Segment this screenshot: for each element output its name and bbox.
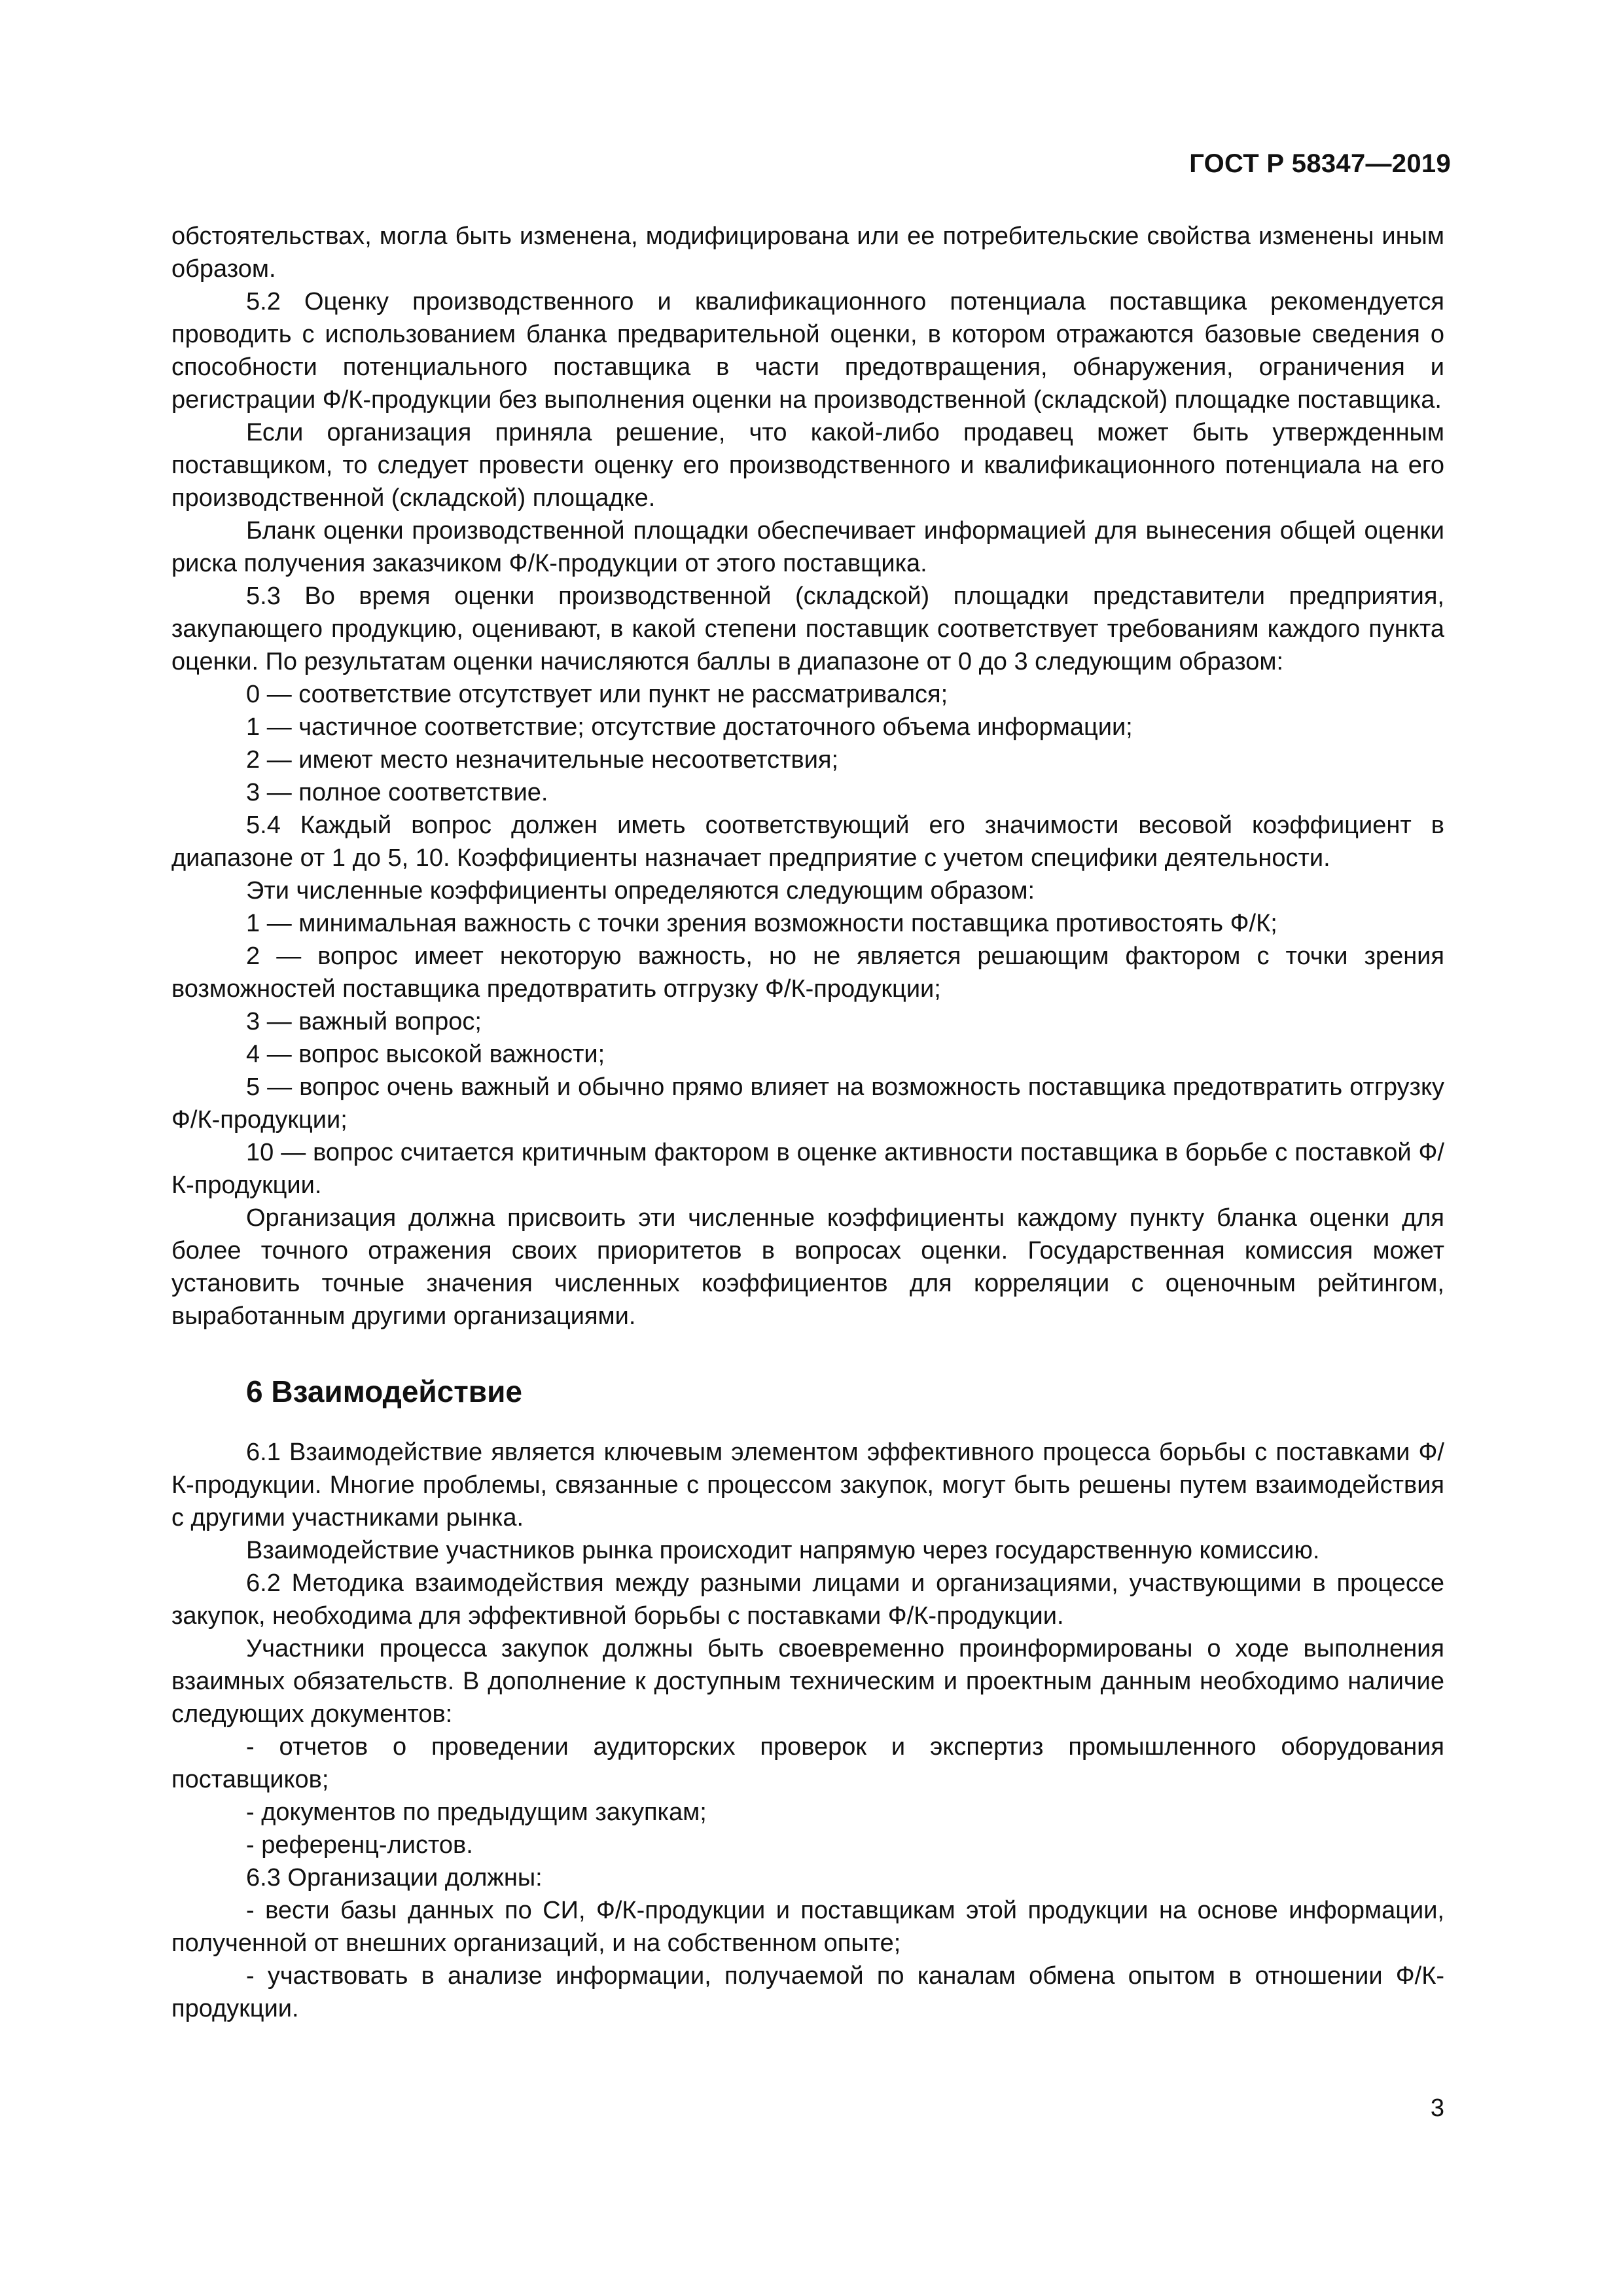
paragraph: Организация должна присвоить эти численные коэффициенты каждому пункту бланка оценки для более точного отражения своих приоритетов в вопросах оценки. Государственная комиссия может установить точные значения численных коэффициентов для корреляции с оценочным рейтингом, выработанным другими организациями. <box>171 1204 1444 1330</box>
document-standard-id: ГОСТ Р 58347—2019 <box>1189 149 1451 178</box>
page-number: 3 <box>1430 2094 1444 2122</box>
coefficient-item: 10 — вопрос считается критичным фактором в оценке активности поставщика в борьбе с поставкой Ф/К-продукции. <box>171 1139 1444 1199</box>
section-6-body <box>171 1436 1444 2025</box>
section-heading: 6 Взаимодействие <box>246 1374 522 1408</box>
paragraph: 6.1 Взаимодействие является ключевым элементом эффективного процесса борьбы с поставками Ф/К-продукции. Многие проблемы, связанные с процессом закупок, могут быть решены путем взаимодействия с другими участниками рынка. <box>171 1439 1444 1532</box>
paragraph: Взаимодействие участников рынка происходит напрямую через государственную комиссию. <box>246 1537 1320 1564</box>
paragraph: 5.2 Оценку производственного и квалификационного потенциала поставщика рекомендуется проводить с использованием бланка предварительной оценки, в котором отражаются базовые сведения о способности потенциального поставщика в части предотвращения, обнаружения, ограничения и регистрации Ф/К-продукции без выполнения оценки на производственной (складской) площадке поставщика. <box>171 288 1444 414</box>
list-item: - документов по предыдущим закупкам; <box>246 1799 707 1826</box>
paragraph: Бланк оценки производственной площадки обеспечивает информацией для вынесения общей оценки риска получения заказчиком Ф/К-продукции от этого поставщика. <box>171 517 1444 577</box>
coefficient-item: 5 — вопрос очень важный и обычно прямо влияет на возможность поставщика предотвратить отгрузку Ф/К-продукции; <box>171 1073 1444 1134</box>
list-item: - референц-листов. <box>246 1831 473 1859</box>
coefficient-item: 4 — вопрос высокой важности; <box>246 1041 605 1068</box>
list-item: - вести базы данных по СИ, Ф/К-продукции и поставщикам этой продукции на основе информации, полученной от внешних организаций, и на собственном опыте; <box>171 1897 1444 1957</box>
paragraph: Участники процесса закупок должны быть своевременно проинформированы о ходе выполнения взаимных обязательств. В дополнение к доступным техническим и проектным данным необходимо наличие следующих документов: <box>171 1635 1444 1728</box>
paragraph: обстоятельствах, могла быть изменена, модифицирована или ее потребительские свойства изменены иным образом. <box>171 223 1444 283</box>
score-item: 3 — полное соответствие. <box>246 779 548 806</box>
paragraph: 5.4 Каждый вопрос должен иметь соответствующий его значимости весовой коэффициент в диапазоне от 1 до 5, 10. Коэффициенты назначает предприятие с учетом специфики деятельности. <box>171 812 1444 872</box>
coefficient-item: 3 — важный вопрос; <box>246 1008 482 1035</box>
page-content <box>171 220 1444 2025</box>
list-item: - участвовать в анализе информации, получаемой по каналам обмена опытом в отношении Ф/К-продукции. <box>171 1962 1444 2022</box>
paragraph: Если организация приняла решение, что какой-либо продавец может быть утвержденным поставщиком, то следует провести оценку его производственного и квалификационного потенциала на его производственной (складской) площадке. <box>171 419 1444 512</box>
list-item: - отчетов о проведении аудиторских проверок и экспертиз промышленного оборудования поставщиков; <box>171 1733 1444 1793</box>
score-item: 1 — частичное соответствие; отсутствие достаточного объема информации; <box>246 713 1133 741</box>
section-5-body <box>171 220 1444 1333</box>
coefficient-item: 2 — вопрос имеет некоторую важность, но не является решающим фактором с точки зрения возможностей поставщика предотвратить отгрузку Ф/К-продукции; <box>171 942 1444 1003</box>
coefficient-item: 1 — минимальная важность с точки зрения возможности поставщика противостоять Ф/К; <box>246 910 1277 937</box>
paragraph: 6.3 Организации должны: <box>246 1864 543 1892</box>
paragraph: Эти численные коэффициенты определяются следующим образом: <box>246 877 1035 905</box>
paragraph: 5.3 Во время оценки производственной (складской) площадки представители предприятия, закупающего продукцию, оценивают, в какой степени поставщик соответствует требованиям каждого пункта оценки. По результатам оценки начисляются баллы в диапазоне от 0 до 3 следующим образом: <box>171 583 1444 675</box>
score-item: 2 — имеют место незначительные несоответствия; <box>246 746 839 774</box>
paragraph: 6.2 Методика взаимодействия между разными лицами и организациями, участвующими в процессе закупок, необходима для эффективной борьбы с поставками Ф/К-продукции. <box>171 1570 1444 1630</box>
score-item: 0 — соответствие отсутствует или пункт не рассматривался; <box>246 681 948 708</box>
